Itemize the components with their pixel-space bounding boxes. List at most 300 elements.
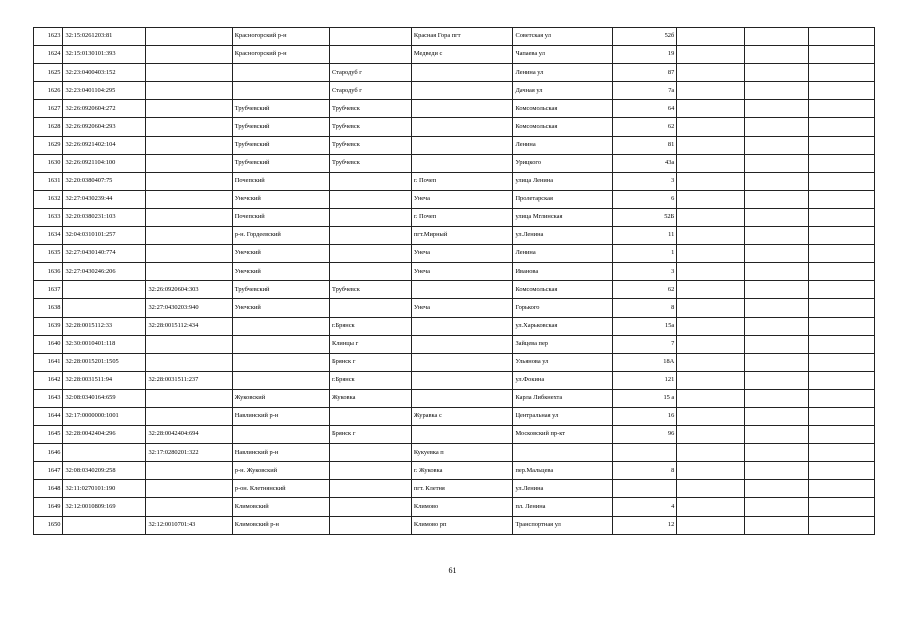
cell-extra-1 [677,281,745,299]
cell-extra-1 [677,28,745,46]
cell-house-number: 3 [612,263,676,281]
cell-cadastral-number: 32:27:0430140:774 [63,245,146,263]
cell-city: Трубчевск [329,154,411,172]
table-row [34,353,875,371]
cell-extra-1 [677,389,745,407]
cell-extra-3 [809,64,875,82]
cell-extra-3 [809,516,875,534]
table-row [34,263,875,281]
cell-settlement [411,64,513,82]
cell-extra-1 [677,46,745,64]
cell-city [329,190,411,208]
cell-extra-2 [744,46,808,64]
cell-cadastral-number-alt [146,172,232,190]
cell-house-number: 52Б [612,208,676,226]
cell-house-number: 11 [612,227,676,245]
cell-extra-1 [677,227,745,245]
cell-cadastral-number: 32:26:0920604:272 [63,100,146,118]
cell-extra-3 [809,118,875,136]
cell-street: ул.Фокина [513,371,612,389]
cell-cadastral-number: 32:20:0380231:103 [63,208,146,226]
cell-row-number: 1650 [34,516,63,534]
table-row [34,118,875,136]
cell-house-number: 7а [612,82,676,100]
cell-settlement [411,353,513,371]
cell-settlement: г. Жуковка [411,462,513,480]
cell-settlement [411,154,513,172]
cell-house-number: 96 [612,426,676,444]
cell-district: Трубчевский [232,100,329,118]
cell-city [329,480,411,498]
cell-cadastral-number-alt [146,208,232,226]
cell-extra-2 [744,82,808,100]
cell-district: Почепский [232,172,329,190]
cell-settlement: пгт. Клетня [411,480,513,498]
cell-street [513,444,612,462]
cell-cadastral-number-alt [146,28,232,46]
cell-settlement [411,426,513,444]
table-row [34,227,875,245]
cell-district: Трубчевский [232,118,329,136]
cell-cadastral-number-alt [146,46,232,64]
cell-settlement [411,317,513,335]
cell-row-number: 1635 [34,245,63,263]
cell-house-number [612,480,676,498]
table-row [34,426,875,444]
cell-extra-3 [809,498,875,516]
cell-cadastral-number-alt [146,245,232,263]
cell-extra-3 [809,82,875,100]
cell-cadastral-number-alt [146,335,232,353]
cell-district [232,426,329,444]
cell-district: р-он. Клетнянский [232,480,329,498]
cell-extra-1 [677,154,745,172]
cell-extra-2 [744,172,808,190]
cell-street: Транспортная ул [513,516,612,534]
cell-row-number: 1640 [34,335,63,353]
cell-extra-1 [677,444,745,462]
cell-cadastral-number: 32:28:0031511:94 [63,371,146,389]
cell-cadastral-number-alt: 32:12:0010701:43 [146,516,232,534]
cell-extra-2 [744,136,808,154]
cell-row-number: 1630 [34,154,63,172]
cell-city [329,516,411,534]
cell-city: Брянск г [329,426,411,444]
cell-city [329,444,411,462]
cell-cadastral-number-alt: 32:28:0042404:694 [146,426,232,444]
cell-extra-2 [744,317,808,335]
cell-street: ул.Харьковская [513,317,612,335]
cell-cadastral-number-alt [146,498,232,516]
cell-extra-3 [809,281,875,299]
cell-extra-1 [677,498,745,516]
table-row [34,389,875,407]
cell-city [329,46,411,64]
cell-extra-2 [744,480,808,498]
cell-extra-2 [744,371,808,389]
cell-district: Унечский [232,299,329,317]
table-row [34,136,875,154]
cell-extra-2 [744,28,808,46]
cell-city: г.Брянск [329,317,411,335]
cell-row-number: 1633 [34,208,63,226]
cell-extra-1 [677,245,745,263]
table-row [34,516,875,534]
cell-extra-2 [744,118,808,136]
cell-settlement: Журавка с [411,407,513,425]
cell-street: Ленина [513,136,612,154]
cell-house-number: 87 [612,64,676,82]
cell-row-number: 1637 [34,281,63,299]
table-row [34,462,875,480]
cell-house-number: 81 [612,136,676,154]
cell-extra-3 [809,263,875,281]
cell-extra-2 [744,208,808,226]
table-row [34,208,875,226]
cell-row-number: 1626 [34,82,63,100]
cell-cadastral-number-alt [146,480,232,498]
cell-district: р-н. Гордеевский [232,227,329,245]
cell-house-number: 1 [612,245,676,263]
cell-row-number: 1624 [34,46,63,64]
cell-street: улица Ленина [513,172,612,190]
cell-street: пл. Ленина [513,498,612,516]
cell-row-number: 1625 [34,64,63,82]
cell-cadastral-number-alt [146,154,232,172]
cell-cadastral-number: 32:30:0010401:118 [63,335,146,353]
cell-city [329,227,411,245]
cell-row-number: 1644 [34,407,63,425]
cell-district: Унечский [232,190,329,208]
cell-extra-2 [744,227,808,245]
property-registry-table [33,27,875,535]
cell-settlement [411,335,513,353]
cell-extra-1 [677,118,745,136]
cell-extra-3 [809,100,875,118]
cell-settlement: Красная Гора пгт [411,28,513,46]
cell-extra-3 [809,426,875,444]
cell-district: Жуковский [232,389,329,407]
cell-district: р-н. Жуковский [232,462,329,480]
cell-extra-3 [809,371,875,389]
cell-house-number: 8 [612,299,676,317]
cell-row-number: 1634 [34,227,63,245]
cell-house-number: 3 [612,172,676,190]
cell-cadastral-number: 32:26:0920604:293 [63,118,146,136]
cell-row-number: 1629 [34,136,63,154]
cell-district: Унечский [232,245,329,263]
cell-cadastral-number-alt: 32:26:0920604:303 [146,281,232,299]
cell-street: Ленина [513,245,612,263]
cell-street: ул.Ленина [513,227,612,245]
cell-extra-2 [744,353,808,371]
table-row [34,172,875,190]
cell-extra-1 [677,480,745,498]
cell-cadastral-number-alt [146,353,232,371]
cell-cadastral-number: 32:26:0921402:104 [63,136,146,154]
cell-cadastral-number-alt [146,100,232,118]
cell-cadastral-number: 32:15:0130101:393 [63,46,146,64]
cell-extra-1 [677,516,745,534]
cell-row-number: 1639 [34,317,63,335]
cell-street: Иванова [513,263,612,281]
cell-settlement [411,281,513,299]
cell-extra-1 [677,317,745,335]
cell-house-number: 52б [612,28,676,46]
cell-extra-3 [809,245,875,263]
cell-house-number: 15 а [612,389,676,407]
cell-cadastral-number [63,299,146,317]
cell-extra-1 [677,263,745,281]
cell-row-number: 1641 [34,353,63,371]
cell-extra-3 [809,480,875,498]
page-number: 61 [448,566,457,575]
cell-extra-3 [809,172,875,190]
cell-extra-3 [809,299,875,317]
cell-extra-3 [809,208,875,226]
cell-extra-1 [677,100,745,118]
cell-settlement: г. Почеп [411,208,513,226]
cell-city [329,407,411,425]
cell-row-number: 1636 [34,263,63,281]
cell-cadastral-number-alt: 32:28:0015112:434 [146,317,232,335]
cell-street: Комсомольская [513,118,612,136]
cell-settlement: Унеча [411,299,513,317]
table-body [34,28,875,535]
cell-district [232,353,329,371]
cell-cadastral-number: 32:23:0401104:295 [63,82,146,100]
cell-extra-2 [744,444,808,462]
table-row [34,498,875,516]
cell-district: Трубчевский [232,154,329,172]
cell-district [232,82,329,100]
cell-extra-3 [809,407,875,425]
cell-city [329,299,411,317]
table-row [34,480,875,498]
table-row [34,46,875,64]
cell-cadastral-number: 32:11:0270101:190 [63,480,146,498]
cell-city [329,208,411,226]
cell-street: улица Мглинская [513,208,612,226]
cell-district: Красногорский р-н [232,28,329,46]
cell-settlement: пгт.Мирный [411,227,513,245]
cell-cadastral-number-alt [146,136,232,154]
cell-row-number: 1648 [34,480,63,498]
cell-city: Трубчевск [329,281,411,299]
cell-district: Трубчевский [232,281,329,299]
cell-cadastral-number: 32:08:0340164:659 [63,389,146,407]
cell-city: Трубчевск [329,100,411,118]
cell-extra-1 [677,407,745,425]
cell-row-number: 1647 [34,462,63,480]
cell-street: Советская ул [513,28,612,46]
cell-district: Навлинский р-н [232,407,329,425]
table-row [34,317,875,335]
cell-settlement [411,100,513,118]
cell-cadastral-number: 32:28:0015201:1505 [63,353,146,371]
cell-settlement [411,136,513,154]
table-row [34,245,875,263]
cell-cadastral-number: 32:04:0310101:257 [63,227,146,245]
cell-district [232,335,329,353]
cell-extra-2 [744,190,808,208]
cell-cadastral-number-alt: 32:28:0031511:237 [146,371,232,389]
cell-extra-3 [809,227,875,245]
cell-row-number: 1638 [34,299,63,317]
cell-extra-3 [809,389,875,407]
cell-cadastral-number-alt [146,389,232,407]
cell-row-number: 1646 [34,444,63,462]
cell-extra-2 [744,335,808,353]
cell-street: Зайцева пер [513,335,612,353]
cell-extra-2 [744,245,808,263]
cell-city: Клинцы г [329,335,411,353]
cell-city: Жуковка [329,389,411,407]
table-row [34,154,875,172]
cell-settlement: Кукуевка п [411,444,513,462]
cell-city [329,462,411,480]
cell-street: Карла Либкнехта [513,389,612,407]
cell-extra-1 [677,82,745,100]
table-row [34,407,875,425]
cell-settlement: Унеча [411,190,513,208]
table-row [34,371,875,389]
cell-city: Трубчевск [329,118,411,136]
cell-settlement [411,371,513,389]
cell-street: пер.Мальцева [513,462,612,480]
table-row [34,299,875,317]
cell-extra-2 [744,498,808,516]
cell-cadastral-number-alt [146,407,232,425]
table-row [34,100,875,118]
cell-street: Московский пр-кт [513,426,612,444]
cell-extra-3 [809,190,875,208]
cell-cadastral-number-alt [146,82,232,100]
cell-extra-3 [809,444,875,462]
cell-extra-1 [677,190,745,208]
cell-district: Красногорский р-н [232,46,329,64]
cell-row-number: 1642 [34,371,63,389]
cell-extra-1 [677,353,745,371]
cell-settlement: г. Почеп [411,172,513,190]
cell-city: Трубчевск [329,136,411,154]
cell-house-number: 8 [612,462,676,480]
cell-extra-3 [809,46,875,64]
cell-row-number: 1627 [34,100,63,118]
cell-extra-2 [744,100,808,118]
cell-city [329,263,411,281]
cell-cadastral-number: 32:08:0340209:258 [63,462,146,480]
cell-city [329,245,411,263]
cell-settlement [411,118,513,136]
cell-cadastral-number-alt [146,227,232,245]
cell-settlement: Медведи с [411,46,513,64]
cell-extra-2 [744,64,808,82]
cell-cadastral-number-alt: 32:27:0430203:940 [146,299,232,317]
cell-extra-2 [744,154,808,172]
cell-extra-2 [744,516,808,534]
cell-house-number: 62 [612,281,676,299]
cell-district: Климовский [232,498,329,516]
cell-cadastral-number: 32:28:0015112:33 [63,317,146,335]
cell-extra-2 [744,281,808,299]
cell-house-number: 7 [612,335,676,353]
cell-extra-1 [677,136,745,154]
cell-city [329,28,411,46]
cell-cadastral-number-alt: 32:17:0280201:322 [146,444,232,462]
cell-settlement: Климово [411,498,513,516]
cell-extra-3 [809,462,875,480]
table-row [34,444,875,462]
cell-district [232,317,329,335]
cell-house-number: 43а [612,154,676,172]
cell-extra-2 [744,389,808,407]
cell-cadastral-number: 32:23:0400403:152 [63,64,146,82]
cell-street: Пролетарская [513,190,612,208]
cell-settlement: Климово рп [411,516,513,534]
cell-street: Ульянова ул [513,353,612,371]
cell-street: Горького [513,299,612,317]
cell-city: Брянск г [329,353,411,371]
cell-extra-1 [677,299,745,317]
cell-house-number: 12 [612,516,676,534]
cell-district: Трубчевский [232,136,329,154]
cell-cadastral-number [63,516,146,534]
cell-row-number: 1632 [34,190,63,208]
table-row [34,82,875,100]
cell-street: Ленина ул [513,64,612,82]
cell-extra-2 [744,426,808,444]
cell-district: Почепский [232,208,329,226]
cell-street: Центральная ул [513,407,612,425]
cell-cadastral-number: 32:27:0430239:44 [63,190,146,208]
cell-extra-3 [809,28,875,46]
cell-house-number: 15а [612,317,676,335]
cell-row-number: 1649 [34,498,63,516]
cell-extra-1 [677,64,745,82]
cell-cadastral-number: 32:26:0921104:100 [63,154,146,172]
cell-extra-3 [809,136,875,154]
cell-house-number: 4 [612,498,676,516]
cell-row-number: 1645 [34,426,63,444]
cell-street: ул.Ленина [513,480,612,498]
cell-cadastral-number: 32:12:0010809:169 [63,498,146,516]
cell-cadastral-number: 32:17:0000000:1001 [63,407,146,425]
cell-cadastral-number-alt [146,263,232,281]
cell-extra-2 [744,462,808,480]
cell-extra-1 [677,172,745,190]
cell-district: Навлинский р-н [232,444,329,462]
cell-house-number: 6 [612,190,676,208]
cell-extra-3 [809,353,875,371]
cell-city: Стародуб г [329,82,411,100]
cell-house-number [612,444,676,462]
cell-row-number: 1623 [34,28,63,46]
table-row [34,281,875,299]
cell-district [232,371,329,389]
table-row [34,64,875,82]
table-row [34,335,875,353]
cell-cadastral-number: 32:28:0042404:296 [63,426,146,444]
cell-street: Чапаева ул [513,46,612,64]
cell-settlement [411,389,513,407]
cell-city: Стародуб г [329,64,411,82]
cell-district: Унечский [232,263,329,281]
cell-cadastral-number-alt [146,64,232,82]
cell-settlement: Унеча [411,263,513,281]
cell-street: Комсомольская [513,100,612,118]
cell-district: Климовский р-н [232,516,329,534]
